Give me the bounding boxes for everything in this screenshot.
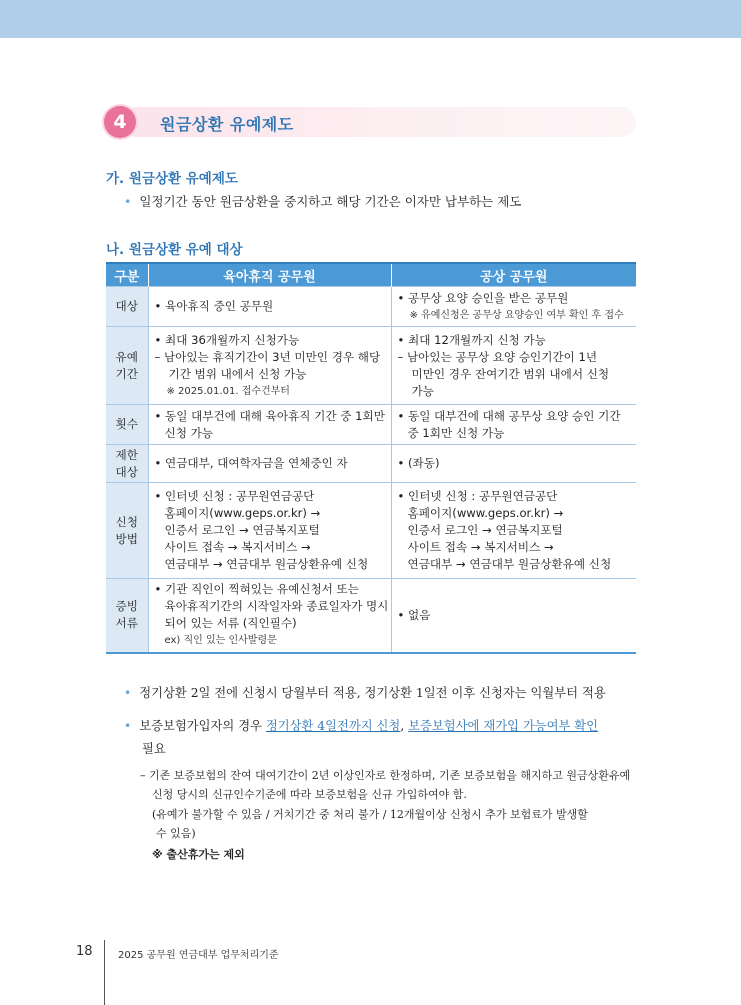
sub-note-line-2: 신청 당시의 신규인수기준에 따라 보증보험을 신규 가입하여야 함. [152, 788, 467, 801]
row-right-cell: • 동일 대부건에 대해 공무상 요양 승인 기간 중 1회만 신청 가능 [391, 405, 636, 445]
row-category: 횟수 [106, 405, 148, 445]
note-bullet-2: • 보증보험가입자의 경우 정기상환 4일전까지 신청, 보증보험사에 재가입 가능여부 확인 [124, 719, 599, 733]
row-left-cell: • 기관 직인이 찍혀있는 유예신청서 또는 육아휴직기간의 시작일자와 종료일자가 명시 되어 있는 서류 (직인필수) ex) 직인 있는 인사발령문 [148, 579, 391, 653]
table-row-period [106, 327, 636, 405]
table-row-documents [106, 579, 636, 653]
bullet-dot-icon: • [124, 686, 132, 700]
row-category: 대상 [106, 287, 148, 327]
note-bullet-2-continued: 필요 [142, 742, 166, 756]
row-right-cell: • 없음 [391, 579, 636, 653]
maternity-exclusion-note: ※ 출산휴가는 제외 [152, 848, 245, 861]
row-right-cell: • 공무상 요양 승인을 받은 공무원 ※ 유예신청은 공무상 요양승인 여부 확인 후 접수 [391, 287, 636, 327]
row-left-cell: • 육아휴직 중인 공무원 [148, 287, 391, 327]
sub-note-line-1: – 기존 보증보험의 잔여 대여기간이 2년 이상인자로 한정하며, 기존 보증보험을 해지하고 원금상환유예 [140, 769, 631, 782]
row-category: 신청 방법 [106, 483, 148, 579]
page-number: 18 [76, 944, 93, 959]
row-right-cell: • 최대 12개월까지 신청 가능 – 남아있는 공무상 요양 승인기간이 1년 미만인 경우 잔여기간 범위 내에서 신청 가능 [391, 327, 636, 405]
sub-note-line-3: (유예가 불가할 수 있음 / 거치기간 중 처리 불가 / 12개월이상 신청시 추가 보험료가 발생할 [152, 808, 588, 821]
row-left-cell: • 최대 36개월까지 신청가능 – 남아있는 휴직기간이 3년 미만인 경우 해당 기간 범위 내에서 신청 가능 ※ 2025.01.01. 접수건부터 [148, 327, 391, 405]
row-left-cell: • 동일 대부건에 대해 육아휴직 기간 중 1회만 신청 가능 [148, 405, 391, 445]
table-row-application [106, 483, 636, 579]
row-category: 제한 대상 [106, 445, 148, 483]
table-header-row [106, 263, 636, 287]
row-right-cell: • 인터넷 신청 : 공무원연금공단 홈페이지(www.geps.or.kr) → 인증서 로그인 → 연금복지포털 사이트 접속 → 복지서비스 → 연금대부 → 연금대부 원금상환유예 신청 [391, 483, 636, 579]
table-row-count [106, 405, 636, 445]
note-bullet-1: • 정기상환 2일 전에 신청시 당월부터 적용, 정기상환 1일전 이후 신청자는 익월부터 적용 [124, 686, 606, 700]
bullet-dot-icon: • [124, 719, 132, 733]
footer-divider [104, 940, 105, 1005]
table-row-restricted [106, 445, 636, 483]
row-left-cell: • 연금대부, 대여학자금을 연체중인 자 [148, 445, 391, 483]
bullet-dot-icon: • [124, 194, 132, 209]
eligibility-table [106, 262, 636, 654]
section-header [104, 107, 636, 137]
header-childcare: 육아휴직 공무원 [148, 263, 391, 287]
row-left-cell: • 인터넷 신청 : 공무원연금공단 홈페이지(www.geps.or.kr) → 인증서 로그인 → 연금복지포털 사이트 접속 → 복지서비스 → 연금대부 → 연금대부 원금상환유예 신청 [148, 483, 391, 579]
row-right-cell: • (좌동) [391, 445, 636, 483]
header-category: 구분 [106, 263, 148, 287]
reinsurance-link[interactable]: 보증보험사에 재가입 가능여부 확인 [408, 719, 599, 733]
table-row-target [106, 287, 636, 327]
header-injury: 공상 공무원 [391, 263, 636, 287]
row-category: 증빙 서류 [106, 579, 148, 653]
footer-caption: 2025 공무원 연금대부 업무처리기준 [118, 950, 279, 961]
subsection-a-heading: 가. 원금상환 유예제도 [106, 171, 238, 187]
sub-note-line-4: 수 있음) [156, 827, 196, 840]
section-number-badge: 4 [104, 106, 136, 138]
subsection-a-text: 일정기간 동안 원금상환을 중지하고 해당 기간은 이자만 납부하는 제도 [139, 194, 522, 209]
section-title: 원금상환 유예제도 [160, 115, 294, 134]
subsection-a-bullet [124, 192, 521, 210]
subsection-b-heading: 나. 원금상환 유예 대상 [106, 242, 243, 258]
row-category: 유예 기간 [106, 327, 148, 405]
deadline-link[interactable]: 정기상환 4일전까지 신청 [265, 719, 401, 733]
top-banner [0, 0, 741, 38]
